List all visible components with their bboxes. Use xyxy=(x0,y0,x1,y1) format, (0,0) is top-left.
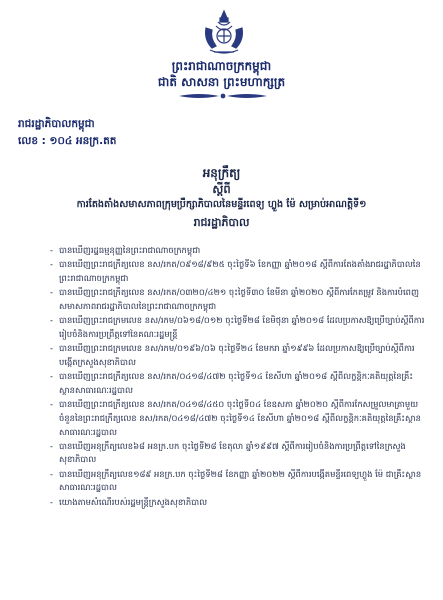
national-motto: ជាតិ សាសនា ព្រះមហាក្សត្រ xyxy=(157,75,286,89)
list-item-text: បានឃើញរដ្ឋធម្មនុញ្ញនៃព្រះរាជាណាចក្រកម្ពុជា xyxy=(59,245,201,255)
document-regarding: ស្តីពី xyxy=(212,182,231,196)
royal-emblem-icon xyxy=(198,8,250,56)
document-subject: ការតែងតាំងសមាសភាពក្រុមប្រឹក្សាភិបាលនៃមន្ទីរពេទ្យ ហ្លួង ម៉ែ សម្រាប់អាណត្តិទី១ xyxy=(76,199,367,210)
list-bullet: - xyxy=(50,440,54,451)
list-item xyxy=(50,342,425,369)
list-item-text: បានឃើញព្រះរាជក្រមលេខ នស/រកម/០១៩៦/០៦ ចុះថ្ងៃទី២៤ ខែមករា ឆ្នាំ១៩៩៦ ដែលប្រកាសឱ្យប្រើច្បាប់ស្តីពីការបង្កើតក្រសួងសុខាភិបាល xyxy=(59,343,415,367)
list-item xyxy=(50,286,425,313)
list-item-text: បានឃើញព្រះរាជក្រឹត្យលេខ នស/រកត/០៣២០/៤២១ ចុះថ្ងៃទី៣០ ខែមីនា ឆ្នាំ២០២០ ស្តីពីការកែតម្រូវ និងការបំពេញសមាសភាពរាជរដ្ឋាភិបាលនៃព្រះរាជាណាចក្រកម្ពុជា xyxy=(59,287,419,311)
list-bullet: - xyxy=(50,287,54,298)
list-item-text: បានឃើញអនុក្រឹត្យលេខ១៨៩ អនក្រ.បក ចុះថ្ងៃទី២៨ ខែកញ្ញា ឆ្នាំ២០២២ ស្តីពីការបង្កើតមន្ទីរពេទ្យហ្លួង ម៉ែ ជាគ្រឹះស្ថានសាធារណៈរដ្ឋបាល xyxy=(59,468,422,493)
document-type: អនុក្រឹត្យ xyxy=(202,166,241,180)
list-item xyxy=(50,314,425,341)
kingdom-heading: ព្រះរាជាណាចក្រកម្ពុជា xyxy=(171,59,272,73)
list-item xyxy=(50,496,425,510)
list-bullet: - xyxy=(50,245,54,255)
ornament-divider-icon xyxy=(175,92,271,100)
document-number: លេខ : ១០៤ អនក្រ.តត xyxy=(18,135,117,147)
list-item-text: យោងតាមសំណើរបស់រដ្ឋមន្ត្រីក្រសួងសុខាភិបាល xyxy=(59,496,208,507)
list-item-text: បានឃើញព្រះរាជក្រឹត្យលេខ នស/រកត/០៤១៨/៤៧២ ចុះថ្ងៃទី១៤ ខែសីហា ឆ្នាំ២០១៨ ស្តីពីលក្ខន្តិកៈគតិយុត្តនៃគ្រឹះស្ថានសាធារណៈរដ្ឋបាល xyxy=(59,371,414,395)
list-item xyxy=(50,440,425,467)
list-item-text: បានឃើញព្រះរាជក្រមលេខ នស/រកម/០៦១៨/០១២ ចុះថ្ងៃទី២៨ ខែមិថុនា ឆ្នាំ២០១៨ ដែលប្រកាសឱ្យប្រើច្បាប់ស្តីពីការរៀបចំនិងការប្រព្រឹត្តទៅនៃគណៈរដ្ឋមន្ត្រី xyxy=(59,315,425,339)
considerations-list xyxy=(50,244,425,510)
document-issuer: រាជរដ្ឋាភិបាល xyxy=(193,216,250,229)
list-bullet: - xyxy=(50,468,54,479)
list-item-text: បានឃើញព្រះរាជក្រឹត្យលេខ នស/រកត/០៩១៨/៩២៥ ចុះថ្ងៃទី៦ ខែកញ្ញា ឆ្នាំ២០១៨ ស្តីពីការតែងតាំងរាជរដ្ឋាភិបាលនៃព្រះរាជាណាចក្រកម្ពុជា xyxy=(59,259,421,283)
government-name: រាជរដ្ឋាភិបាលកម្ពុជា xyxy=(18,118,95,130)
list-bullet: - xyxy=(50,315,54,326)
list-bullet: - xyxy=(50,496,54,507)
list-bullet: - xyxy=(50,343,54,354)
list-item xyxy=(50,258,425,285)
list-bullet: - xyxy=(50,259,54,270)
list-bullet: - xyxy=(50,399,54,410)
list-item xyxy=(50,370,425,397)
list-item xyxy=(50,468,425,495)
list-item-text: បានឃើញព្រះរាជក្រឹត្យលេខ នស/រកត/០៤១៨/៤៥០ ចុះថ្ងៃទី០៤ ខែឧសភា ឆ្នាំ២០២០ ស្តីពីការកែសម្រួលមាត្រាមួយចំនួននៃព្រះរាជក្រឹត្យលេខ នស/រកត/០៤១៨/៤៧២ ចុះថ្ងៃទី១៤ ខែសីហា ឆ្នាំ២០១៨ ស្តីពីលក្ខន្តិកៈគតិយុត្តនៃគ្រឹះស្ថានសាធារណៈរដ្ឋបាល xyxy=(59,399,421,437)
list-item-text: បានឃើញអនុក្រឹត្យលេខ៦៨ អនក្រ.បក ចុះថ្ងៃទី២៨ ខែតុលា ឆ្នាំ១៩៩៧ ស្តីពីការរៀបចំនិងការប្រព្រឹត្តទៅនៃក្រសួងសុខាភិបាល xyxy=(59,440,406,465)
list-item xyxy=(50,398,425,439)
list-item xyxy=(50,244,425,258)
list-bullet: - xyxy=(50,371,54,382)
